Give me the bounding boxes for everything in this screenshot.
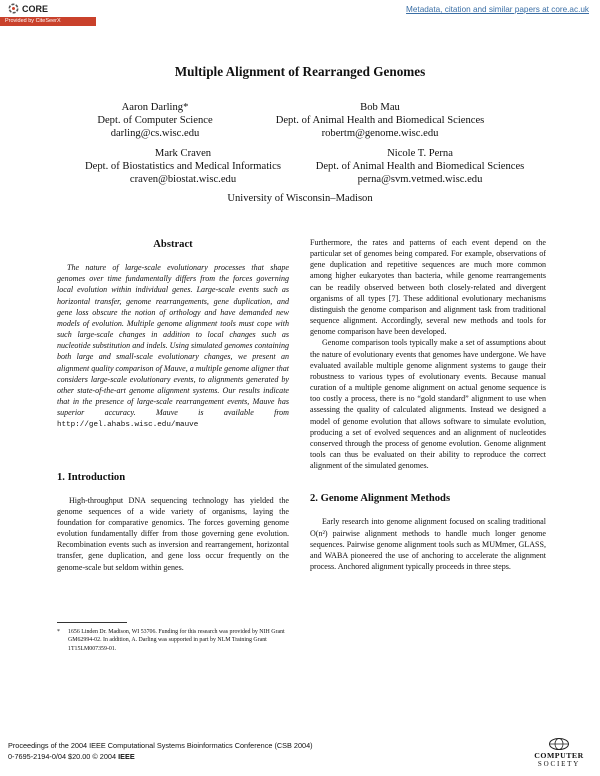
abstract-heading: Abstract bbox=[153, 239, 193, 250]
footnote bbox=[57, 628, 289, 653]
provided-by-badge[interactable]: Provided by CiteSeerX bbox=[0, 17, 96, 26]
author-email: craven@biostat.wisc.edu bbox=[129, 174, 237, 186]
author-block bbox=[58, 147, 308, 187]
author-block bbox=[300, 147, 540, 187]
right-paragraph-2: Genome comparison tools typically make a set of assumptions about the nature of evolutionary events that genomes have undergone. We have evaluated available multiple genome alignment systems to gauge their robustness to various types of evolutionary events. Because manual curation of a multiple genome alignment on actual genome sequence is too costly a process, there is no “gold standard” alignment to use when assessing the quality of calculated alignments. Instead we designed a model of genome evolution that allows software to simulate evolution, producing a set of evolved sequences and an alignment of nucleotides conserved through the process of genome evolution. Genome alignment tools can thus be evaluated on their ability to reproduce the correct alignment of the simulated genomes. bbox=[310, 338, 546, 471]
footnote-divider bbox=[57, 622, 127, 623]
author-name: Aaron Darling* bbox=[121, 102, 189, 113]
abstract-text: The nature of large-scale evolutionary processes that shape genomes over time fundamentally differs from the forces governing local evolution within individual genes. Large-scale events such as horizontal transfer, genome rearrangements, gene duplication, and gene loss obscure the notion of orthology and have demanded new models of evolution. Multiple genome alignment tools must cope with such large-scale changes in addition to local changes such as nucleotide substitution and indels. Using simulated genomes containing both large and small-scale evolutionary changes, we present an alignment quality comparison of Mauve, a multiple genome aligner that considers large-scale evolutionary events, to alignments generated by other state-of-the-art genome alignment systems. Our results indicate that in the presence of large-scale rearrangement events, Mauve has superior accuracy. Mauve is available from bbox=[57, 263, 289, 418]
computer-society-icon bbox=[548, 737, 570, 751]
isbn-text: 0-7695-2194-0/04 $20.00 © 2004 bbox=[8, 751, 117, 761]
author-email: darling@cs.wisc.edu bbox=[110, 128, 200, 140]
computer-society-logo bbox=[526, 737, 592, 771]
core-icon bbox=[8, 3, 19, 14]
core-label: CORE bbox=[22, 3, 49, 14]
author-email: perna@svm.vetmed.wisc.edu bbox=[357, 174, 483, 186]
abstract-body bbox=[57, 262, 289, 431]
methods-text: Early research into genome alignment focused on scaling traditional O(n²) pairwise alignment methods to handle much longer genome sequences. Pairwise genome alignment tools such as MUMmer, GLASS, and WABA pioneered the use of anchoring to accelerate the alignment process. Anchored alignment typically proceeds in three steps. bbox=[310, 517, 546, 572]
author-dept: Dept. of Animal Health and Biomedical Sciences bbox=[275, 115, 485, 127]
metadata-link[interactable]: Metadata, citation and similar papers at core.ac.uk bbox=[406, 5, 589, 14]
left-column bbox=[57, 237, 289, 573]
right-paragraph-1: Furthermore, the rates and patterns of each event depend on the particular set of genomes being compared. For example, observations of gene duplication and repetitive sequences are much more common among higher eukaryotes than bacteria, while genome rearrangements can be readily observed between both closely-related and divergent organisms of all types [7]. These additional evolutionary mechanisms distinguish the genome comparison and alignment task from traditional sequence alignment. Accordingly, several new methods and tools for genome comparison have been developed. bbox=[310, 238, 546, 337]
author-dept: Dept. of Animal Health and Biomedical Sciences bbox=[315, 161, 525, 173]
footnote-mark: * bbox=[57, 629, 60, 635]
right-column bbox=[310, 237, 546, 572]
author-name: Bob Mau bbox=[360, 102, 400, 113]
proceedings-title: Proceedings of the 2004 IEEE Computational Systems Bioinformatics Conference (CSB 2004) bbox=[8, 741, 313, 750]
author-name: Nicole T. Perna bbox=[387, 148, 453, 159]
author-block bbox=[260, 101, 500, 141]
author-block bbox=[65, 101, 245, 141]
isbn-line bbox=[8, 752, 313, 763]
intro-text: High-throughput DNA sequencing technology has yielded the genome sequences of a wide variety of organisms, laying the foundation for comparative genomics. The forces governing genome evolution fundamentally differ from those governing gene evolution. Recombination events such as inversion and rearrangement, horizontal transfer, gene duplication, and gene loss occur frequently on the genome-scale but seldom within genes. bbox=[57, 495, 289, 572]
paper-title: Multiple Alignment of Rearranged Genomes bbox=[174, 64, 426, 79]
author-email: robertm@genome.wisc.edu bbox=[321, 128, 439, 140]
core-logo[interactable] bbox=[8, 3, 48, 14]
logo-line-2: SOCIETY bbox=[537, 760, 581, 768]
university-affiliation: University of Wisconsin–Madison bbox=[227, 193, 373, 204]
author-dept: Dept. of Computer Science bbox=[97, 115, 213, 127]
author-dept: Dept. of Biostatistics and Medical Informatics bbox=[85, 161, 281, 173]
methods-heading: 2. Genome Alignment Methods bbox=[310, 493, 451, 505]
author-name: Mark Craven bbox=[154, 148, 212, 159]
logo-line-1: COMPUTER bbox=[534, 751, 584, 760]
footnote-text: 1656 Linden Dr. Madison, WI 53706. Funding for this research was provided by NIH Grant GM62994-02. In addition, A. Darling was supported in part by NLM Training Grant 1T15LM007359-01. bbox=[68, 629, 285, 652]
top-banner bbox=[0, 0, 600, 26]
abstract-url[interactable]: http://gel.ahabs.wisc.edu/mauve bbox=[57, 421, 199, 430]
ieee-label: IEEE bbox=[118, 751, 135, 761]
intro-heading: 1. Introduction bbox=[57, 471, 126, 483]
proceedings-footer bbox=[8, 741, 313, 762]
